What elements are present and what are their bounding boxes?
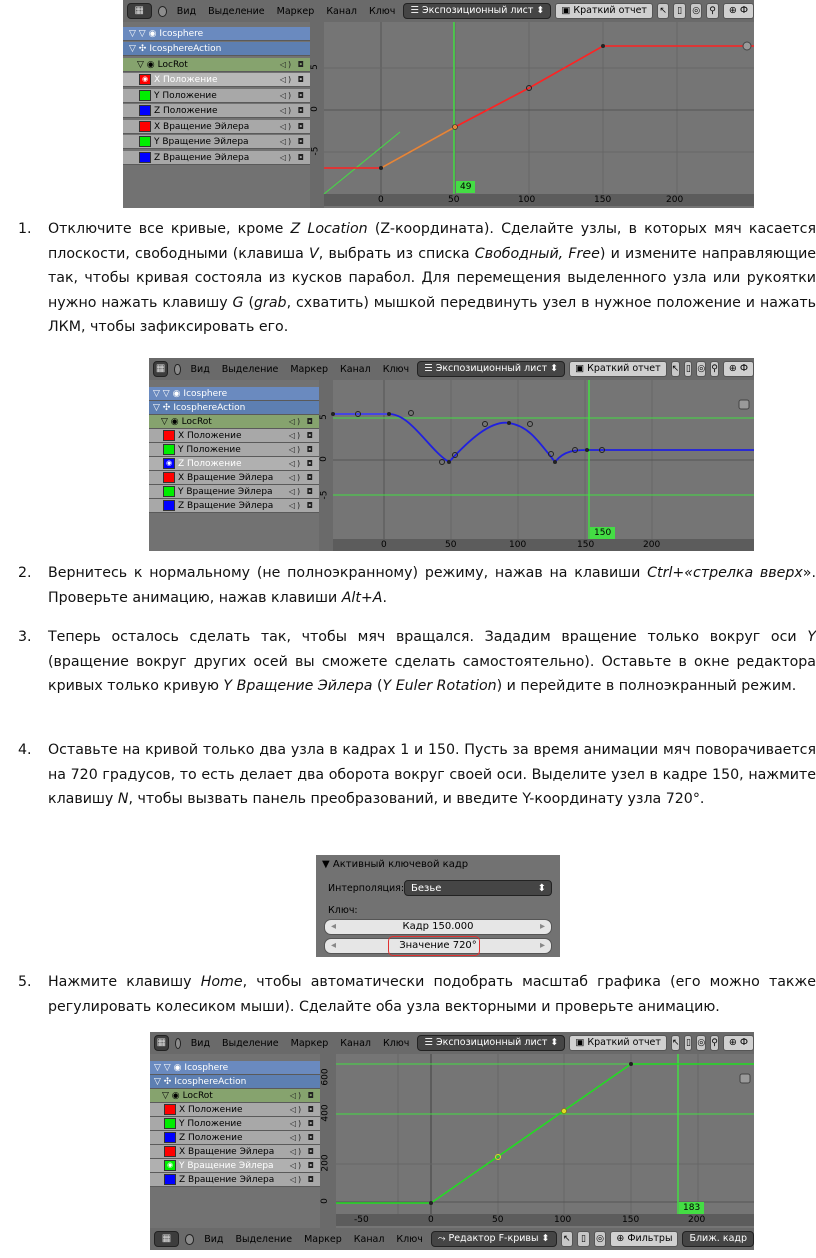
channel-list: [149, 382, 319, 551]
menu-view[interactable]: Вид: [176, 5, 197, 17]
graph-editor-screenshot-3: [150, 1032, 754, 1250]
current-frame-indicator[interactable]: 49: [456, 181, 475, 193]
menu-key[interactable]: Ключ: [382, 1037, 410, 1049]
step-5-paragraph: [18, 970, 816, 1019]
menu-channel[interactable]: Канал: [340, 363, 371, 375]
pivot-dropdown[interactable]: Ближ. кадр: [682, 1231, 754, 1247]
menu-view[interactable]: Вид: [190, 363, 210, 375]
color-swatch: [139, 152, 151, 163]
mode-dropdown[interactable]: ⤳ Редактор F-кривы ⬍: [431, 1231, 557, 1247]
key-label: Ключ:: [328, 905, 358, 916]
panel-title[interactable]: ▼ Активный ключевой кадр: [322, 859, 469, 870]
ghost-icon[interactable]: ▯: [684, 1035, 692, 1051]
x-tick-label: 0: [378, 195, 384, 205]
graph-editor-screenshot-2: [149, 358, 754, 551]
x-tick-label: 150: [594, 195, 612, 205]
color-swatch: [164, 1132, 176, 1143]
menu-channel[interactable]: Канал: [340, 1037, 371, 1049]
summary-button[interactable]: ▣ Краткий отчет: [569, 1035, 667, 1051]
channel-z-rotation[interactable]: Z Вращение Эйлера ◁) ◘: [149, 499, 319, 513]
channel-action[interactable]: ▽ ✣ IcosphereAction: [123, 42, 310, 56]
menu-view[interactable]: Вид: [190, 1037, 211, 1049]
color-swatch: ◉: [139, 74, 151, 85]
value-highlight: [388, 936, 480, 956]
step-2-paragraph: [18, 561, 816, 610]
ghost-icon[interactable]: ▯: [684, 361, 692, 377]
mode-dropdown[interactable]: ☰ Экспозиционный лист ⬍: [417, 361, 565, 377]
step-text: Теперь осталось сделать так, чтобы мяч вращался. Зададим вращение только вокруг оси Y (вращение вокруг других осей вы сможете сделать самостоятельно). Оставьте в окне редактора кривых только кривую Y Вращение Эйлера (Y Euler Rotation) и перейдите в полноэкранный режим.: [48, 629, 816, 694]
channel-z-location[interactable]: Z Положение ◁) ◘: [150, 1131, 320, 1145]
x-tick-label: 150: [622, 1215, 640, 1225]
y-tick-label: 5: [319, 414, 329, 420]
graph-editor-screenshot-1: [123, 0, 754, 208]
curve-area[interactable]: [319, 380, 754, 551]
curve-canvas: [319, 380, 754, 551]
channel-y-location[interactable]: Y Положение ◁) ◘: [149, 443, 319, 457]
channel-x-location[interactable]: ◉ X Положение ◁) ◘: [123, 73, 310, 87]
channel-list: [150, 1056, 320, 1228]
channel-x-rotation[interactable]: X Вращение Эйлера ◁) ◘: [150, 1145, 320, 1159]
color-swatch: [164, 1118, 176, 1129]
menu-channel[interactable]: Канал: [326, 5, 357, 17]
circle-icon: [158, 6, 167, 17]
menu-select[interactable]: Выделение: [208, 5, 265, 17]
channel-group[interactable]: ▽ ◉ LocRot ◁) ◘: [149, 415, 319, 429]
step-number: 2.: [18, 565, 32, 581]
y-tick-label: -5: [310, 146, 321, 156]
x-tick-label: 0: [428, 1215, 434, 1225]
step-4-paragraph: [18, 738, 816, 812]
editor-type-button[interactable]: ▦: [154, 1231, 179, 1247]
search-icon[interactable]: ⚲: [706, 3, 718, 19]
channel-x-location[interactable]: X Положение ◁) ◘: [150, 1103, 320, 1117]
channel-object[interactable]: ▽ ▽ ◉ Icosphere: [150, 1061, 320, 1075]
menu-key[interactable]: Ключ: [382, 363, 410, 375]
arrow-icon[interactable]: ↖: [671, 361, 681, 377]
filter-button[interactable]: ⊕ Ф: [723, 1035, 754, 1051]
y-tick-label: 5: [310, 64, 320, 70]
mode-dropdown[interactable]: ☰ Экспозиционный лист ⬍: [417, 1035, 565, 1051]
x-tick-label: 100: [554, 1215, 572, 1225]
step-text: Нажмите клавишу Home, чтобы автоматически подобрать масштаб графика (его можно также регулировать колесиком мыши). Сделайте оба узла векторными и проверьте анимацию.: [48, 974, 816, 1015]
graph-editor-header: [149, 358, 754, 380]
step-number: 5.: [18, 974, 32, 990]
arrow-icon[interactable]: ↖: [561, 1231, 574, 1247]
channel-group[interactable]: ▽ ◉ LocRot ◁) ◘: [123, 58, 310, 72]
interpolation-select[interactable]: Безье ⬍: [404, 880, 552, 896]
y-tick-label: -5: [319, 490, 330, 500]
color-swatch: [163, 430, 175, 441]
channel-y-rotation[interactable]: ◉ Y Вращение Эйлера ◁) ◘: [150, 1159, 320, 1173]
step-3-paragraph: [18, 625, 816, 699]
menu-key[interactable]: Ключ: [368, 5, 396, 17]
y-tick-label: 0: [320, 1198, 330, 1204]
circle-icon: [174, 364, 180, 375]
x-tick-label: 50: [448, 195, 460, 205]
channel-z-location[interactable]: ◉ Z Положение ◁) ◘: [149, 457, 319, 471]
editor-type-button[interactable]: ▦: [153, 361, 168, 377]
y-tick-label: 0: [319, 456, 329, 462]
menu-marker[interactable]: Маркер: [304, 1233, 342, 1245]
graph-editor-header: [150, 1032, 754, 1054]
y-tick-label: 200: [320, 1154, 331, 1172]
ghost-icon[interactable]: ▯: [577, 1231, 590, 1247]
menu-marker[interactable]: Маркер: [290, 1037, 329, 1049]
menu-select[interactable]: Выделение: [222, 1037, 279, 1049]
menu-channel[interactable]: Канал: [353, 1233, 385, 1245]
color-swatch: [164, 1146, 176, 1157]
channel-x-rotation[interactable]: X Вращение Эйлера ◁) ◘: [123, 120, 310, 134]
color-swatch: [164, 1104, 176, 1115]
search-icon[interactable]: ⚲: [710, 1035, 719, 1051]
x-tick-label: 150: [577, 540, 595, 550]
channel-list: [123, 24, 310, 208]
editor-type-button[interactable]: ▦: [127, 3, 152, 19]
channel-y-location[interactable]: Y Положение ◁) ◘: [123, 89, 310, 103]
channel-action[interactable]: ▽ ✣ IcosphereAction: [149, 401, 319, 415]
current-frame-indicator[interactable]: 150: [590, 527, 615, 539]
channel-object[interactable]: ▽ ▽ ◉ Icosphere: [149, 387, 319, 401]
menu-marker[interactable]: Маркер: [276, 5, 315, 17]
editor-type-button[interactable]: ▦: [154, 1035, 169, 1051]
timeline-scrollbar[interactable]: [333, 539, 754, 551]
step-text: Оставьте на кривой только два узла в кадрах 1 и 150. Пусть за время анимации мяч поворачивается на 720 градусов, то есть делает два оборота вокруг своей оси. Выделите узел в кадре 150, нажмите клавишу N, чтобы вызвать панель преобразований, и введите Y-координату узла 720°.: [48, 742, 816, 807]
filter-button[interactable]: ⊕ Ф: [723, 3, 754, 19]
channel-z-location[interactable]: Z Положение ◁) ◘: [123, 104, 310, 118]
color-swatch: [139, 121, 151, 132]
color-swatch: [139, 105, 151, 116]
step-number: 3.: [18, 629, 32, 645]
color-swatch: [163, 472, 175, 483]
x-tick-label: 200: [643, 540, 661, 550]
x-tick-label: 50: [445, 540, 457, 550]
channel-x-rotation[interactable]: X Вращение Эйлера ◁) ◘: [149, 471, 319, 485]
y-tick-label: 400: [320, 1104, 331, 1122]
menu-marker[interactable]: Маркер: [290, 363, 329, 375]
x-tick-label: 200: [666, 195, 684, 205]
y-tick-label: 0: [310, 106, 320, 112]
x-tick-label: 50: [492, 1215, 504, 1225]
filters-button[interactable]: ⊕ Фильтры: [610, 1231, 678, 1247]
x-tick-label: 100: [518, 195, 536, 205]
menu-key[interactable]: Ключ: [396, 1233, 423, 1245]
arrow-icon[interactable]: ↖: [671, 1035, 681, 1051]
menu-select[interactable]: Выделение: [235, 1233, 293, 1245]
step-text: Вернитесь к нормальному (не полноэкранному) режиму, нажав на клавиши Ctrl+«стрелка вверх». Проверьте анимацию, нажав клавиши Alt+A.: [48, 565, 816, 606]
step-1-paragraph: [18, 217, 816, 340]
channel-y-rotation[interactable]: Y Вращение Эйлера ◁) ◘: [149, 485, 319, 499]
color-swatch: [139, 90, 151, 101]
channel-z-rotation[interactable]: Z Вращение Эйлера ◁) ◘: [123, 151, 310, 165]
channel-object[interactable]: ▽ ▽ ◉ Icosphere: [123, 27, 310, 41]
search-icon[interactable]: ⚲: [710, 361, 719, 377]
y-tick-label: 600: [320, 1068, 331, 1086]
color-swatch: [163, 500, 175, 511]
active-keyframe-panel: [316, 855, 560, 957]
color-swatch: ◉: [163, 458, 175, 469]
channel-group[interactable]: ▽ ◉ LocRot ◁) ◘: [150, 1089, 320, 1103]
channel-z-rotation[interactable]: Z Вращение Эйлера ◁) ◘: [150, 1173, 320, 1187]
frame-field[interactable]: ◂ Кадр 150.000 ▸: [324, 919, 552, 935]
step-number: 1.: [18, 221, 32, 237]
menu-view[interactable]: Вид: [204, 1233, 224, 1245]
curve-area[interactable]: [320, 1054, 754, 1228]
channel-y-rotation[interactable]: Y Вращение Эйлера ◁) ◘: [123, 135, 310, 149]
circle-icon: [175, 1038, 181, 1049]
interpolation-label: Интерполяция:: [328, 883, 405, 894]
color-swatch: [163, 444, 175, 455]
channel-action[interactable]: ▽ ✣ IcosphereAction: [150, 1075, 320, 1089]
step-text: Отключите все кривые, кроме Z Location (Z-координата). Сделайте узлы, в которых мяч касается плоскости, свободными (клавиша V, выбрать из списка Свободный, Free) и измените направляющие так, чтобы кривая состояла из кусков парабол. Для перемещения выделенного узла или рукоятки нужно нажать клавишу G (grab, схватить) мышкой передвинуть узел в нужное положение и нажать ЛКМ, чтобы зафиксировать его.: [48, 221, 816, 335]
menu-select[interactable]: Выделение: [221, 363, 279, 375]
circle-icon: [185, 1234, 194, 1245]
current-frame-indicator[interactable]: 183: [679, 1202, 704, 1214]
channel-x-location[interactable]: X Положение ◁) ◘: [149, 429, 319, 443]
curve-area[interactable]: [310, 22, 754, 208]
color-swatch: ◉: [164, 1160, 176, 1171]
graph-editor-header: [123, 0, 754, 22]
step-number: 4.: [18, 742, 32, 758]
target-icon[interactable]: ◎: [594, 1231, 607, 1247]
ghost-icon[interactable]: ▯: [673, 3, 685, 19]
channel-y-location[interactable]: Y Положение ◁) ◘: [150, 1117, 320, 1131]
color-swatch: [164, 1174, 176, 1185]
color-swatch: [139, 136, 151, 147]
filter-button[interactable]: ⊕ Ф: [723, 361, 754, 377]
mode-dropdown[interactable]: ☰ Экспозиционный лист ⬍: [403, 3, 551, 19]
summary-button[interactable]: ▣ Краткий отчет: [555, 3, 653, 19]
arrow-icon[interactable]: ↖: [657, 3, 669, 19]
x-tick-label: 0: [381, 540, 387, 550]
timeline-scrollbar[interactable]: [324, 194, 754, 206]
value-field[interactable]: ◂ Значение 720° ▸: [324, 938, 552, 954]
curve-canvas: [310, 22, 754, 208]
target-icon[interactable]: ◎: [696, 1035, 706, 1051]
x-tick-label: -50: [354, 1215, 369, 1225]
target-icon[interactable]: ◎: [696, 361, 706, 377]
summary-button[interactable]: ▣ Краткий отчет: [569, 361, 667, 377]
x-tick-label: 200: [688, 1215, 706, 1225]
x-tick-label: 100: [509, 540, 527, 550]
color-swatch: [163, 486, 175, 497]
target-icon[interactable]: ◎: [690, 3, 702, 19]
graph-editor-footer: [150, 1228, 754, 1250]
